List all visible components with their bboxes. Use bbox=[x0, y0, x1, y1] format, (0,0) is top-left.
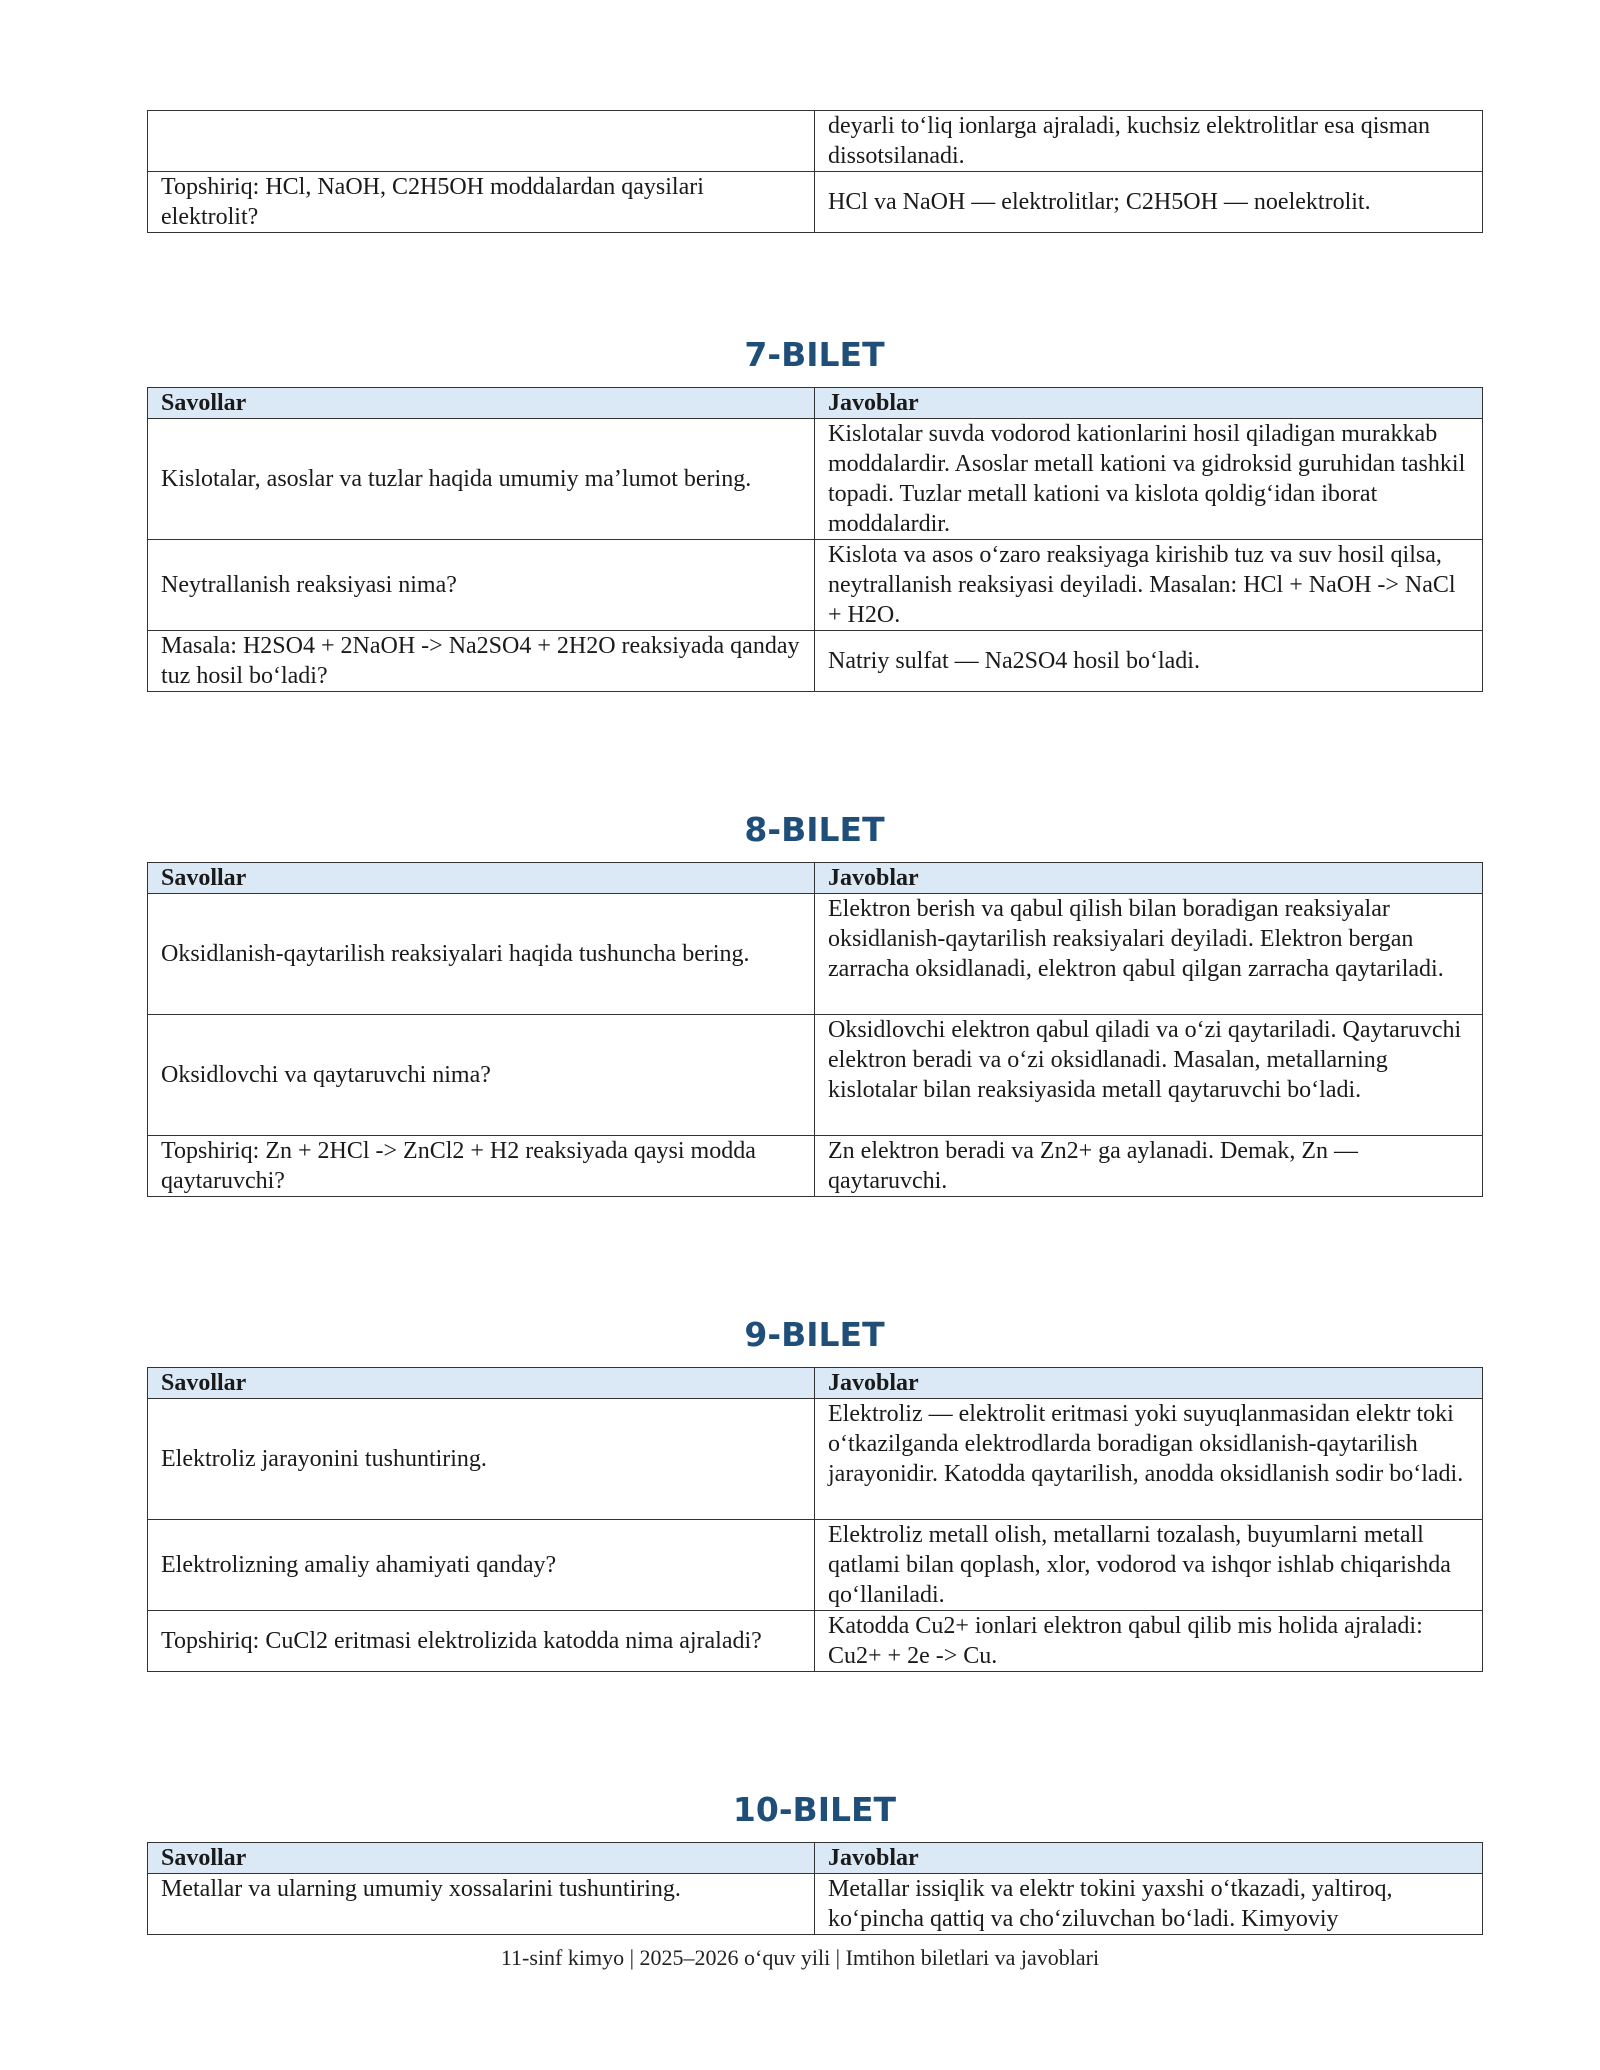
question-cell: Topshiriq: Zn + 2HCl -> ZnCl2 + H2 reaksiyada qaysi modda qaytaruvchi? bbox=[148, 1136, 815, 1197]
question-cell: Topshiriq: CuCl2 eritmasi elektrolizida katodda nima ajraladi? bbox=[148, 1611, 815, 1672]
ticket-table bbox=[147, 862, 1483, 1197]
ticket-section bbox=[147, 810, 1482, 1197]
table-header-row bbox=[148, 388, 1483, 419]
answer-cell: Elektroliz — elektrolit eritmasi yoki suyuqlanmasidan elektr toki o‘tkazilganda elektrodlarda boradigan oksidlanish-qaytarilish jarayonidir. Katodda qaytarilish, anodda oksidlanish sodir bo‘ladi. bbox=[815, 1399, 1483, 1520]
answer-cell: Oksidlovchi elektron qabul qiladi va o‘zi qaytariladi. Qaytaruvchi elektron beradi va o‘zi oksidlanadi. Masalan, metallarning kislotalar bilan reaksiyasida metall qaytaruvchi bo‘ladi. bbox=[815, 1015, 1483, 1136]
question-cell: Kislotalar, asoslar va tuzlar haqida umumiy ma’lumot bering. bbox=[148, 419, 815, 540]
ticket-table bbox=[147, 1842, 1483, 1935]
question-cell: Neytrallanish reaksiyasi nima? bbox=[148, 540, 815, 631]
table-header-row bbox=[148, 1843, 1483, 1874]
section-title: 10-BILET bbox=[732, 1790, 897, 1829]
ticket-table bbox=[147, 387, 1483, 692]
answer-cell: Elektron berish va qabul qilish bilan boradigan reaksiyalar oksidlanish-qaytarilish reaksiyalari deyiladi. Elektron bergan zarracha oksidlanadi, elektron qabul qilgan zarracha qaytariladi. bbox=[815, 894, 1483, 1015]
answer-cell: Kislota va asos o‘zaro reaksiyaga kirishib tuz va suv hosil qilsa, neytrallanish reaksiyasi deyiladi. Masalan: HCl + NaOH -> NaCl + H2O. bbox=[815, 540, 1483, 631]
table-row bbox=[148, 172, 1483, 233]
table-row bbox=[148, 1874, 1483, 1935]
table-row bbox=[148, 111, 1483, 172]
table-row bbox=[148, 1611, 1483, 1672]
page-footer: 11-sinf kimyo | 2025–2026 o‘quv yili | Imtihon biletlari va javoblari bbox=[500, 1945, 1100, 1970]
question-cell: Oksidlanish-qaytarilish reaksiyalari haqida tushuncha bering. bbox=[148, 894, 815, 1015]
column-header-questions: Savollar bbox=[148, 1368, 815, 1399]
section-title: 7-BILET bbox=[744, 335, 885, 374]
continued-table bbox=[147, 110, 1483, 233]
ticket-section bbox=[147, 1790, 1482, 1935]
section-title: 9-BILET bbox=[744, 1315, 885, 1354]
question-cell: Oksidlovchi va qaytaruvchi nima? bbox=[148, 1015, 815, 1136]
table-header-row bbox=[148, 1368, 1483, 1399]
answer-cell: deyarli to‘liq ionlarga ajraladi, kuchsiz elektrolitlar esa qisman dissotsilanadi. bbox=[815, 111, 1483, 172]
table-row bbox=[148, 540, 1483, 631]
table-row bbox=[148, 1520, 1483, 1611]
question-cell: Topshiriq: HCl, NaOH, C2H5OH moddalardan qaysilari elektrolit? bbox=[148, 172, 815, 233]
table-row bbox=[148, 1136, 1483, 1197]
answer-cell: Metallar issiqlik va elektr tokini yaxshi o‘tkazadi, yaltiroq, ko‘pincha qattiq va cho‘ziluvchan bo‘ladi. Kimyoviy bbox=[815, 1874, 1483, 1935]
column-header-questions: Savollar bbox=[148, 388, 815, 419]
answer-cell: Elektroliz metall olish, metallarni tozalash, buyumlarni metall qatlami bilan qoplash, xlor, vodorod va ishqor ishlab chiqarishda qo‘llaniladi. bbox=[815, 1520, 1483, 1611]
answer-cell: Kislotalar suvda vodorod kationlarini hosil qiladigan murakkab moddalardir. Asoslar metall kationi va gidroksid guruhidan tashkil topadi. Tuzlar metall kationi va kislota qoldig‘idan iborat moddalardir. bbox=[815, 419, 1483, 540]
question-cell bbox=[148, 111, 815, 172]
table-row bbox=[148, 1399, 1483, 1520]
answer-cell: HCl va NaOH — elektrolitlar; C2H5OH — noelektrolit. bbox=[815, 172, 1483, 233]
column-header-answers: Javoblar bbox=[815, 388, 1483, 419]
table-row bbox=[148, 894, 1483, 1015]
column-header-answers: Javoblar bbox=[815, 1843, 1483, 1874]
question-cell: Elektroliz jarayonini tushuntiring. bbox=[148, 1399, 815, 1520]
answer-cell: Katodda Cu2+ ionlari elektron qabul qilib mis holida ajraladi: Cu2+ + 2e -> Cu. bbox=[815, 1611, 1483, 1672]
question-cell: Masala: H2SO4 + 2NaOH -> Na2SO4 + 2H2O reaksiyada qanday tuz hosil bo‘ladi? bbox=[148, 631, 815, 692]
answer-cell: Zn elektron beradi va Zn2+ ga aylanadi. Demak, Zn — qaytaruvchi. bbox=[815, 1136, 1483, 1197]
question-cell: Metallar va ularning umumiy xossalarini tushuntiring. bbox=[148, 1874, 815, 1935]
question-cell: Elektrolizning amaliy ahamiyati qanday? bbox=[148, 1520, 815, 1611]
ticket-section bbox=[147, 335, 1482, 692]
ticket-table bbox=[147, 1367, 1483, 1672]
ticket-section bbox=[147, 1315, 1482, 1672]
document-page bbox=[147, 110, 1482, 1935]
column-header-questions: Savollar bbox=[148, 1843, 815, 1874]
table-row bbox=[148, 1015, 1483, 1136]
column-header-questions: Savollar bbox=[148, 863, 815, 894]
column-header-answers: Javoblar bbox=[815, 1368, 1483, 1399]
table-row bbox=[148, 631, 1483, 692]
column-header-answers: Javoblar bbox=[815, 863, 1483, 894]
table-header-row bbox=[148, 863, 1483, 894]
table-row bbox=[148, 419, 1483, 540]
section-title: 8-BILET bbox=[744, 810, 885, 849]
answer-cell: Natriy sulfat — Na2SO4 hosil bo‘ladi. bbox=[815, 631, 1483, 692]
